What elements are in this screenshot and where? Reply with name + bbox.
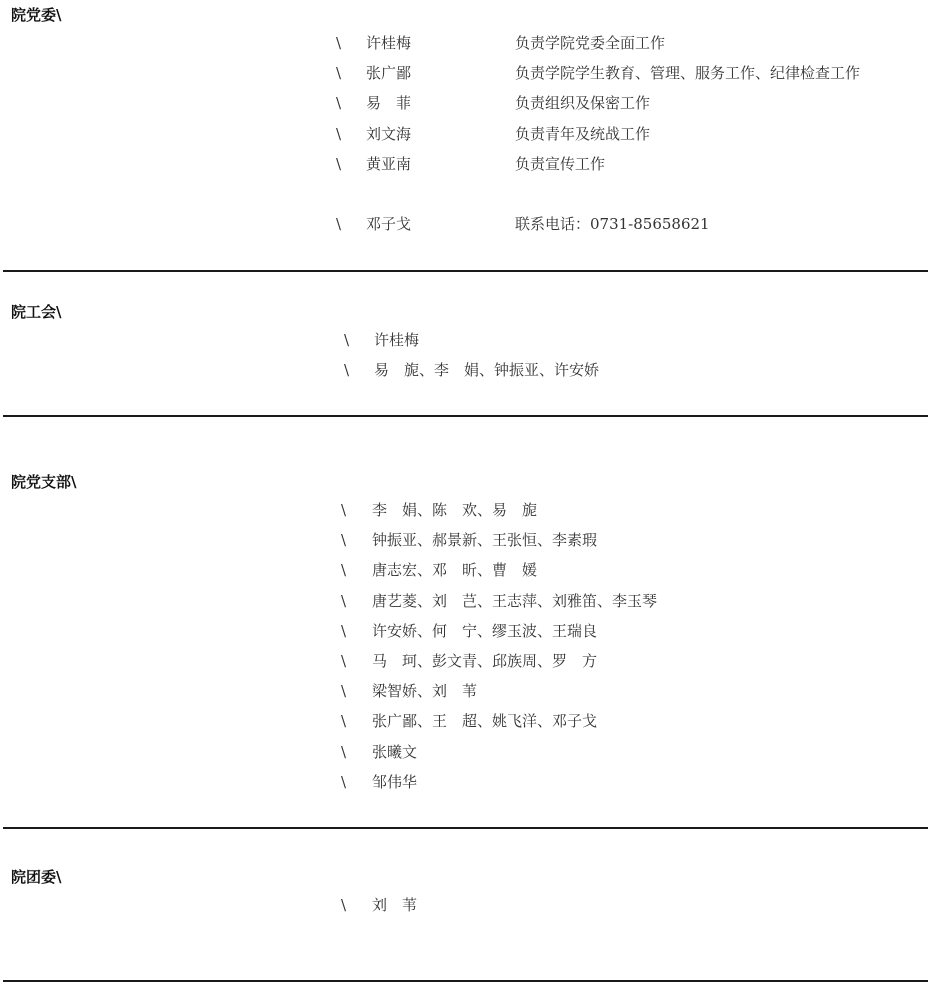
separator: \ (336, 124, 342, 143)
member-name: 李 娟、陈 欢、易 旎 (372, 501, 538, 519)
member-name: 唐艺菱、刘 芑、王志萍、刘雅笛、李玉琴 (372, 591, 658, 610)
member-duty: 负责宣传工作 (515, 154, 606, 173)
separator: \ (341, 652, 347, 670)
separator: \ (341, 501, 347, 519)
member-name: 唐志宏、邓 昕、曹 媛 (372, 561, 538, 580)
separator: \ (344, 331, 350, 349)
member-name: 邓子戈 (366, 215, 412, 233)
section-divider (3, 270, 928, 272)
member-name: 易 旎、李 娟、钟振亚、许安娇 (374, 361, 600, 379)
separator: \ (336, 154, 342, 173)
separator: \ (341, 621, 347, 640)
member-name: 刘 苇 (372, 896, 418, 914)
member-name: 易 菲 (366, 94, 412, 113)
separator: \ (336, 215, 342, 233)
separator: \ (341, 531, 347, 550)
member-name: 张广鄙、王 超、姚飞洋、邓子戈 (372, 712, 598, 731)
section-divider (3, 980, 928, 982)
separator: \ (336, 94, 342, 113)
separator: \ (344, 361, 350, 379)
member-duty: 负责学院学生教育、管理、服务工作、纪律检查工作 (515, 64, 861, 83)
section-divider (3, 827, 928, 829)
member-name: 许安娇、何 宁、缪玉波、王瑞良 (372, 621, 598, 640)
member-duty: 负责学院党委全面工作 (515, 34, 666, 52)
separator: \ (341, 682, 347, 701)
separator: \ (341, 712, 347, 731)
member-name: 钟振亚、郝景新、王张恒、李素瑕 (372, 531, 598, 550)
separator: \ (341, 772, 347, 791)
member-name: 梁智娇、刘 苇 (372, 682, 478, 701)
member-duty: 负责组织及保密工作 (515, 94, 651, 113)
section-heading-party-committee: 院党委\ (11, 6, 62, 24)
member-duty: 负责青年及统战工作 (515, 124, 651, 143)
separator: \ (336, 34, 342, 52)
section-heading-youth-league: 院团委\ (11, 868, 62, 886)
member-name: 张曦文 (372, 742, 418, 761)
member-name: 许桂梅 (366, 34, 412, 52)
section-heading-union: 院工会\ (11, 303, 62, 321)
separator: \ (336, 64, 342, 83)
separator: \ (341, 591, 347, 610)
separator: \ (341, 561, 347, 580)
separator: \ (341, 742, 347, 761)
section-heading-party-branches: 院党支部\ (11, 473, 77, 491)
member-name: 张广鄙 (366, 64, 412, 83)
member-name: 刘文海 (366, 124, 412, 143)
section-divider (3, 415, 928, 417)
member-name: 马 珂、彭文青、邱族周、罗 方 (372, 652, 598, 670)
member-name: 许桂梅 (374, 331, 420, 349)
member-name: 邹伟华 (372, 772, 418, 791)
member-name: 黄亚南 (366, 154, 412, 173)
contact-phone: 联系电话：0731-85658621 (515, 215, 710, 233)
separator: \ (341, 896, 347, 914)
